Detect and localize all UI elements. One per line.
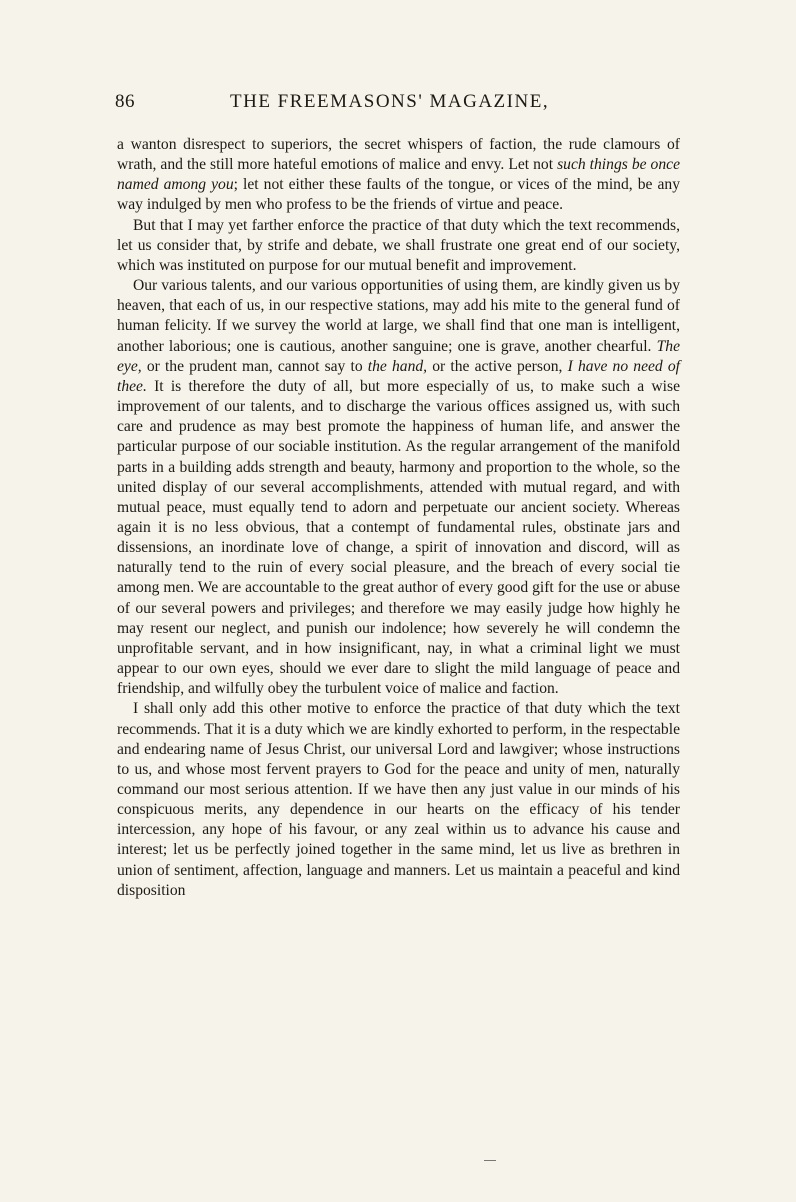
article-body: [117, 135, 680, 901]
paragraph-1-italic: such things be once named among you: [117, 156, 680, 194]
page-number: 86: [115, 91, 135, 112]
paragraph-3-text-a: Our various talents, and our various opportunities of using them, are kindly given us by heaven, that each of us, in our respective stations, may add his mite to the general fund of human felicity. If we survey the world at large, we shall find that one man is intelligent, another laborious; one is cautious, another sanguine; one is grave, another chearful.: [117, 277, 680, 355]
paragraph-1-text-a: a wanton disrespect to superiors, the secret whispers of faction, the rude clamours of wrath, and the still more hateful emotions of malice and envy. Let not: [117, 136, 680, 174]
paragraph-3-text-d: It is therefore the duty of all, but more especially of us, to make such a wise improvement of our talents, and to discharge the various offices assigned us, with such care and prudence as may best promote the happiness of human life, and answer the particular purpose of our sociable institution. As the regular arrangement of the manifold parts in a building adds strength and beauty, harmony and proportion to the whole, so the united display of our several accomplishments, attended with mutual regard, and with mutual peace, must equally tend to adorn and perpetuate our ancient society. Whereas again it is no less obvious, that a contempt of fundamental rules, obstinate jars and dissensions, an inordinate love of change, a spirit of innovation and discord, will as naturally tend to the ruin of every social pleasure, and the breach of every social tie among men. We are accountable to the great author of every good gift for the use or abuse of our several powers and privileges; and therefore we may easily judge how highly he may resent our neglect, and punish our indolence; how severely he will condemn the unprofitable servant, and in how insignificant, nay, in what a criminal light we must appear to our own eyes, should we ever dare to slight the mild language of peace and friendship, and wilfully obey the turbulent voice of malice and faction.: [117, 377, 680, 698]
paragraph-4: I shall only add this other motive to enforce the practice of that duty which the text recommends. That it is a duty which we are kindly exhorted to perform, in the respectable and endearing name of Jesus Christ, our universal Lord and lawgiver; whose instructions to us, and whose most fervent prayers to God for the peace and unity of men, naturally command our most serious attention. If we have then any just value in our minds of his conspicuous merits, any dependence in our hearts on the efficacy of his tender intercession, any hope of his favour, or any zeal within us to advance his cause and interest; let us be perfectly joined together in the same mind, let us live as brethren in union of sentiment, affection, language and manners. Let us maintain a peaceful and kind disposition: [117, 700, 680, 899]
paragraph-3: [117, 276, 680, 699]
paragraph-3-text-c: or the active person,: [427, 357, 568, 375]
paragraph-3-italic-3: I have no need of thee.: [117, 357, 680, 395]
running-title: THE FREEMASONS' MAGAZINE,: [230, 91, 550, 112]
paragraph-1: [117, 135, 680, 216]
paragraph-3-text-b: or the prudent man, cannot say to: [141, 357, 368, 375]
paragraph-1-text-b: ; let not either these faults of the tongue, or vices of the mind, be any way indulged by men who profess to be the friends of virtue and peace.: [117, 176, 681, 214]
footer-mark: [484, 1160, 496, 1161]
paragraph-3-italic-2: the hand,: [367, 357, 428, 375]
paragraph-2: But that I may yet farther enforce the practice of that duty which the text recommends, let us consider that, by strife and debate, we shall frustrate one great end of our society, which was instituted on purpose for our mutual benefit and improvement.: [117, 216, 680, 274]
paragraph-3-italic-1: The eye,: [117, 337, 680, 375]
running-header: [115, 91, 675, 121]
